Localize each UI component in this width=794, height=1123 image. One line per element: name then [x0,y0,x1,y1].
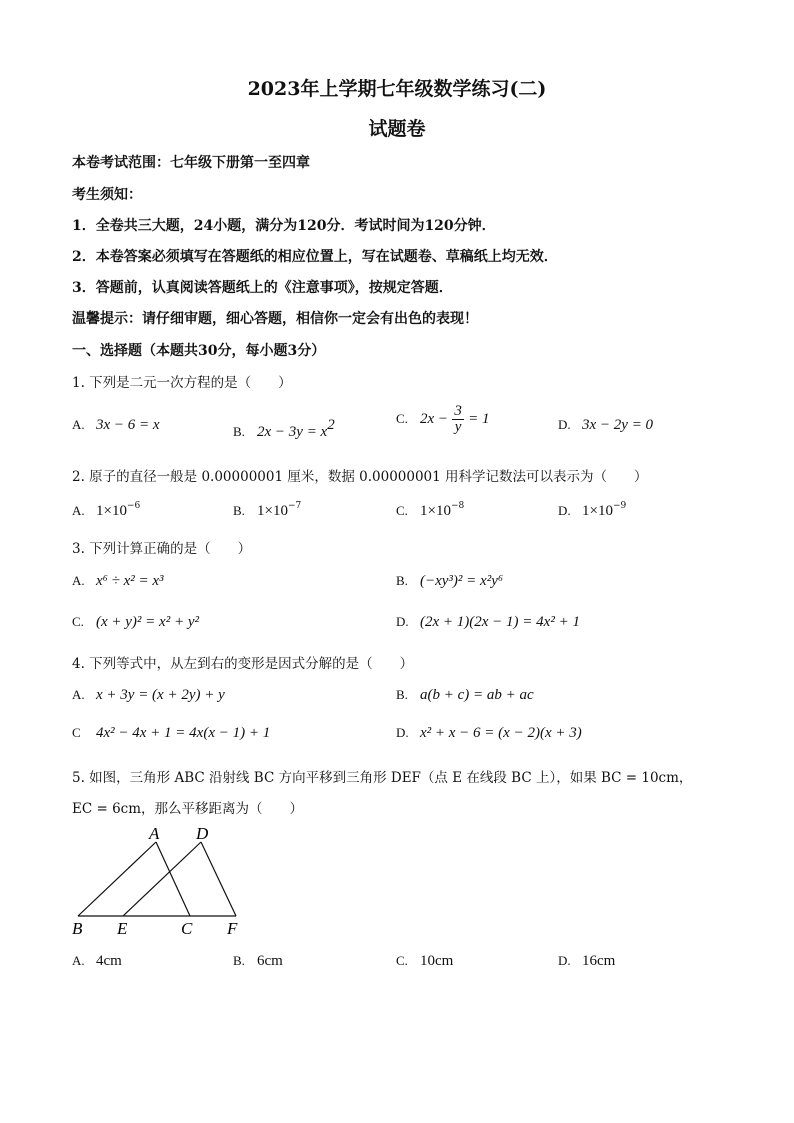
line-ac [156,842,190,916]
section-heading: 一、选择题（本题共30分，每小题3分） [72,343,326,359]
question-5-option-d: D. 16cm [558,953,616,969]
instruction-item: 3．答题前，认真阅读答题纸上的《注意事项》，按规定答题． [72,280,453,296]
label-f: F [227,919,238,938]
question-4-option-a: A. x + 3y = (x + 2y) + y [72,687,225,703]
question-5-option-c: C. 10cm [396,953,454,969]
question-4-option-d: D. x² + x − 6 = (x − 2)(x + 3) [396,725,582,741]
instructions-heading: 考生须知： [72,187,142,203]
question-1-option-b: B. $2x - 3y = x^2$ [233,417,335,440]
question-2-option-d: D. $1\times 10^{-9}$ [558,501,627,519]
instruction-item: 2．本卷答案必须填写在答题纸的相应位置上，写在试题卷、草稿纸上均无效． [72,249,558,265]
question-4-stem: 4. 下列等式中，从左到右的变形是因式分解的是（ ） [72,656,414,672]
question-2-option-a: A. $1\times 10^{-6}$ [72,501,141,519]
label-c: C [181,919,193,938]
line-ab [78,842,156,916]
question-5-option-b: B. 6cm [233,953,283,969]
question-1-option-c: C. 2x − $\frac{3}{y}$ = 1 [396,403,490,435]
fraction: $\frac{3}{y}$ [454,403,462,435]
translation-figure [60,820,260,940]
line-df [201,842,236,916]
question-1-option-d: D. 3x − 2y = 0 [558,417,654,433]
question-4-option-b: B. a(b + c) = ab + ac [396,687,534,703]
page-subtitle: 试题卷 [368,118,426,140]
question-4-option-c: C 4x² − 4x + 1 = 4x(x − 1) + 1 [72,725,271,741]
instruction-item: 1．全卷共三大题，24小题，满分为120分．考试时间为120分钟． [72,218,496,234]
question-3-option-b: B. (−xy³)² = x²y⁶ [396,573,504,589]
question-5-option-a: A. 4cm [72,953,122,969]
question-3-option-a: A. x⁶ ÷ x² = x³ [72,573,164,589]
page-title: 2023年上学期七年级数学练习(二) [247,78,547,100]
reminder: 温馨提示：请仔细审题，细心答题，相信你一定会有出色的表现！ [72,311,478,327]
label-e: E [117,919,128,938]
question-3-option-c: C. (x + y)² = x² + y² [72,614,199,630]
question-2-option-c: C. $1\times 10^{-8}$ [396,501,465,519]
question-3-stem: 3. 下列计算正确的是（ ） [72,541,252,557]
label-a: A [149,824,160,843]
question-2-stem: 2. 原子的直径一般是 0.00000001 厘米，数据 0.00000001 用科学记数法可以表示为（ ） [72,469,648,485]
exam-scope: 本卷考试范围：七年级下册第一至四章 [72,155,310,171]
question-2-option-b: B. $1\times 10^{-7}$ [233,501,302,519]
question-5-stem-line1: 5. 如图，三角形 ABC 沿射线 BC 方向平移到三角形 DEF（点 E 在线段 BC 上），如果 BC = 10cm， [72,770,693,786]
question-1-stem: 1. 下列是二元一次方程的是（ ） [72,375,292,391]
question-3-option-d: D. (2x + 1)(2x − 1) = 4x² + 1 [396,614,580,630]
line-de [123,842,201,916]
label-d: D [196,824,209,843]
question-1-option-a: A. 3x − 6 = x [72,417,160,433]
question-5-stem-line2: EC = 6cm，那么平移距离为（ ） [72,801,304,817]
label-b: B [72,919,83,938]
